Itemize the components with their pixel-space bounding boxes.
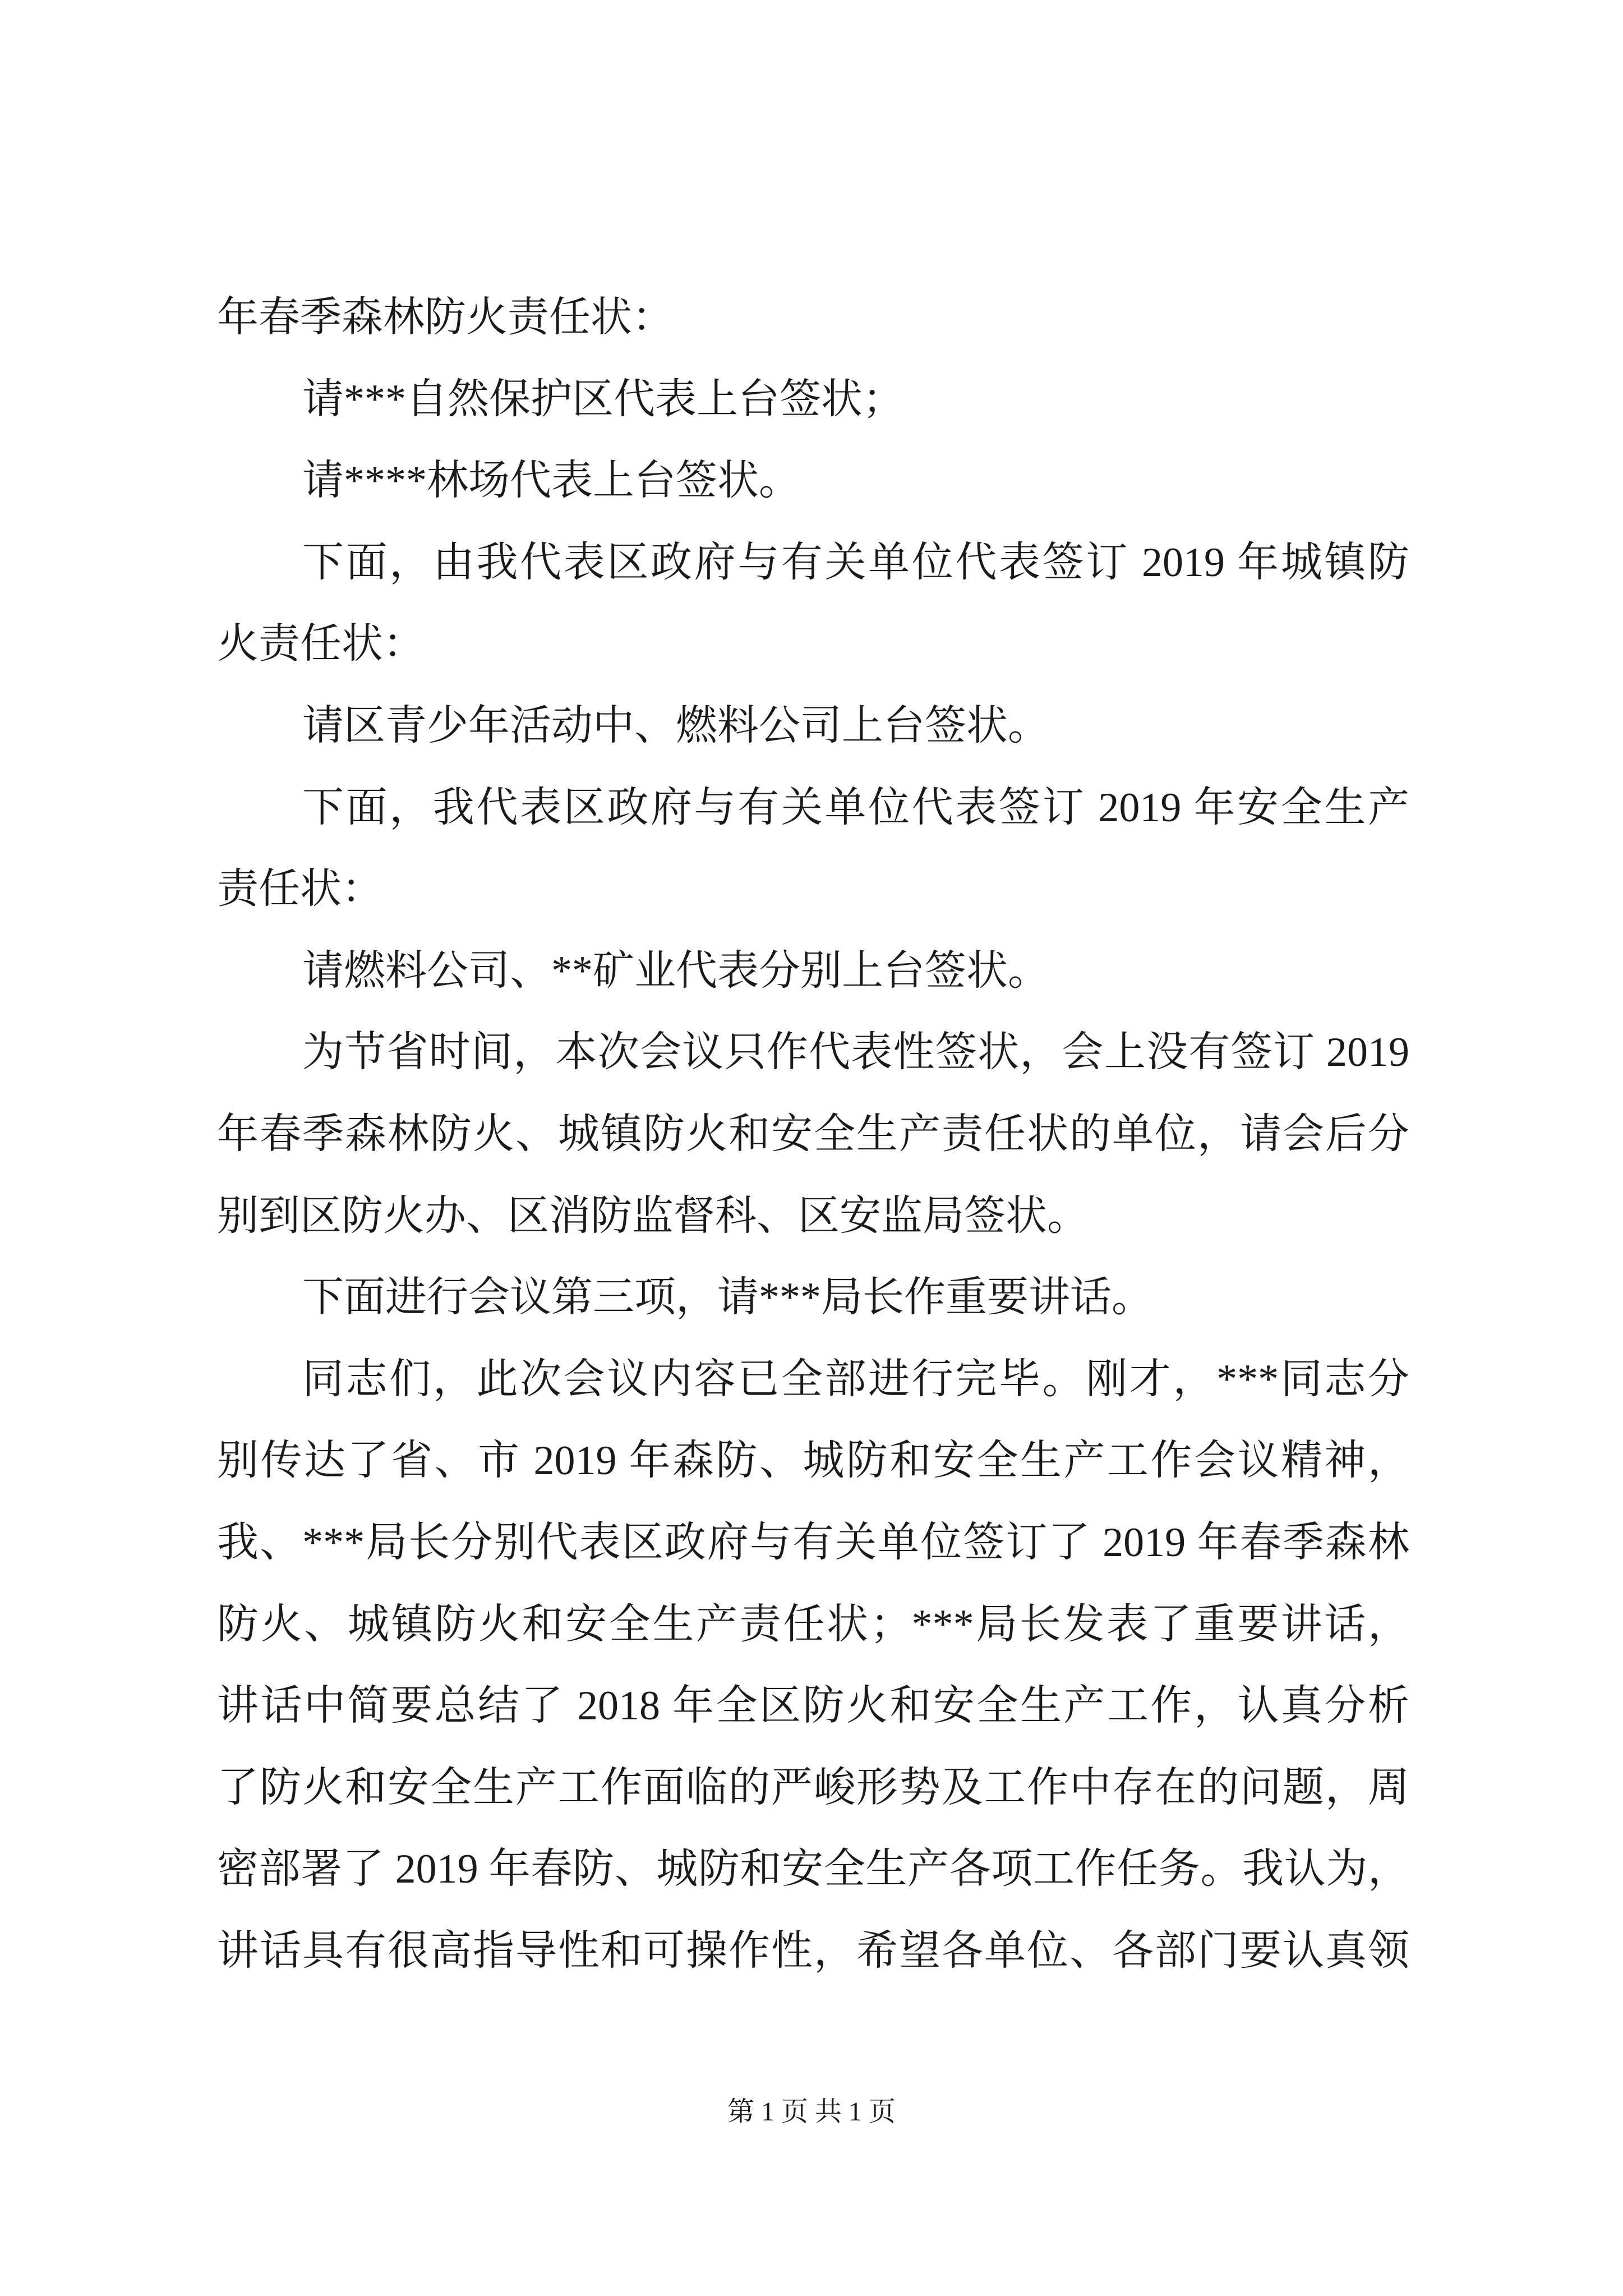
- text-line: 火责任状：: [217, 621, 425, 668]
- paragraph: [217, 1257, 1409, 1339]
- paragraph: [217, 767, 1409, 931]
- text-line: 同志们，此次会议内容已全部进行完毕。刚才，***同志分: [302, 1356, 1409, 1402]
- text-line: 年春季森林防火责任状：: [217, 295, 674, 341]
- paragraph: [217, 277, 1409, 359]
- paragraph: [217, 1339, 1409, 1993]
- paragraph: [217, 522, 1409, 685]
- text-line: 我、***局长分别代表区政府与有关单位签订了 2019 年春季森林: [217, 1519, 1409, 1566]
- paragraph: [217, 359, 1409, 441]
- text-line: 请***自然保护区代表上台签状；: [302, 376, 904, 422]
- text-line: 请****林场代表上台签状。: [302, 458, 800, 504]
- text-line: 请区青少年活动中、燃料公司上台签状。: [302, 702, 1049, 749]
- text-line: 了防火和安全生产工作面临的严峻形势及工作中存在的问题，周: [217, 1764, 1409, 1811]
- paragraph: [217, 685, 1409, 767]
- paragraph: [217, 440, 1409, 522]
- page-footer: 第 1 页 共 1 页: [727, 2097, 896, 2127]
- paragraph: [217, 1012, 1409, 1257]
- text-line: 密部署了 2019 年春防、城防和安全生产各项工作任务。我认为，: [217, 1846, 1409, 1893]
- text-line: 下面进行会议第三项，请***局长作重要讲话。: [302, 1274, 1153, 1321]
- text-line: 为节省时间，本次会议只作代表性签状，会上没有签订 2019: [302, 1029, 1409, 1076]
- text-line: 别到区防火办、区消防监督科、区安监局签状。: [217, 1193, 1089, 1239]
- paragraph: [217, 931, 1409, 1013]
- text-line: 下面，我代表区政府与有关单位代表签订 2019 年安全生产: [302, 784, 1409, 831]
- text-line: 讲话中简要总结了 2018 年全区防火和安全生产工作，认真分析: [217, 1683, 1409, 1729]
- text-line: 请燃料公司、**矿业代表分别上台签状。: [302, 947, 1049, 994]
- text-line: 年春季森林防火、城镇防火和安全生产责任状的单位，请会后分: [217, 1111, 1409, 1157]
- text-line: 讲话具有很高指导性和可操作性，希望各单位、各部门要认真领: [217, 1927, 1409, 1974]
- document-body: [217, 277, 1409, 1992]
- text-line: 别传达了省、市 2019 年森防、城防和安全生产工作会议精神，: [217, 1438, 1409, 1484]
- text-line: 责任状：: [217, 866, 383, 913]
- text-line: 下面，由我代表区政府与有关单位代表签订 2019 年城镇防: [302, 539, 1409, 586]
- text-line: 防火、城镇防火和安全生产责任状；***局长发表了重要讲话，: [217, 1601, 1409, 1648]
